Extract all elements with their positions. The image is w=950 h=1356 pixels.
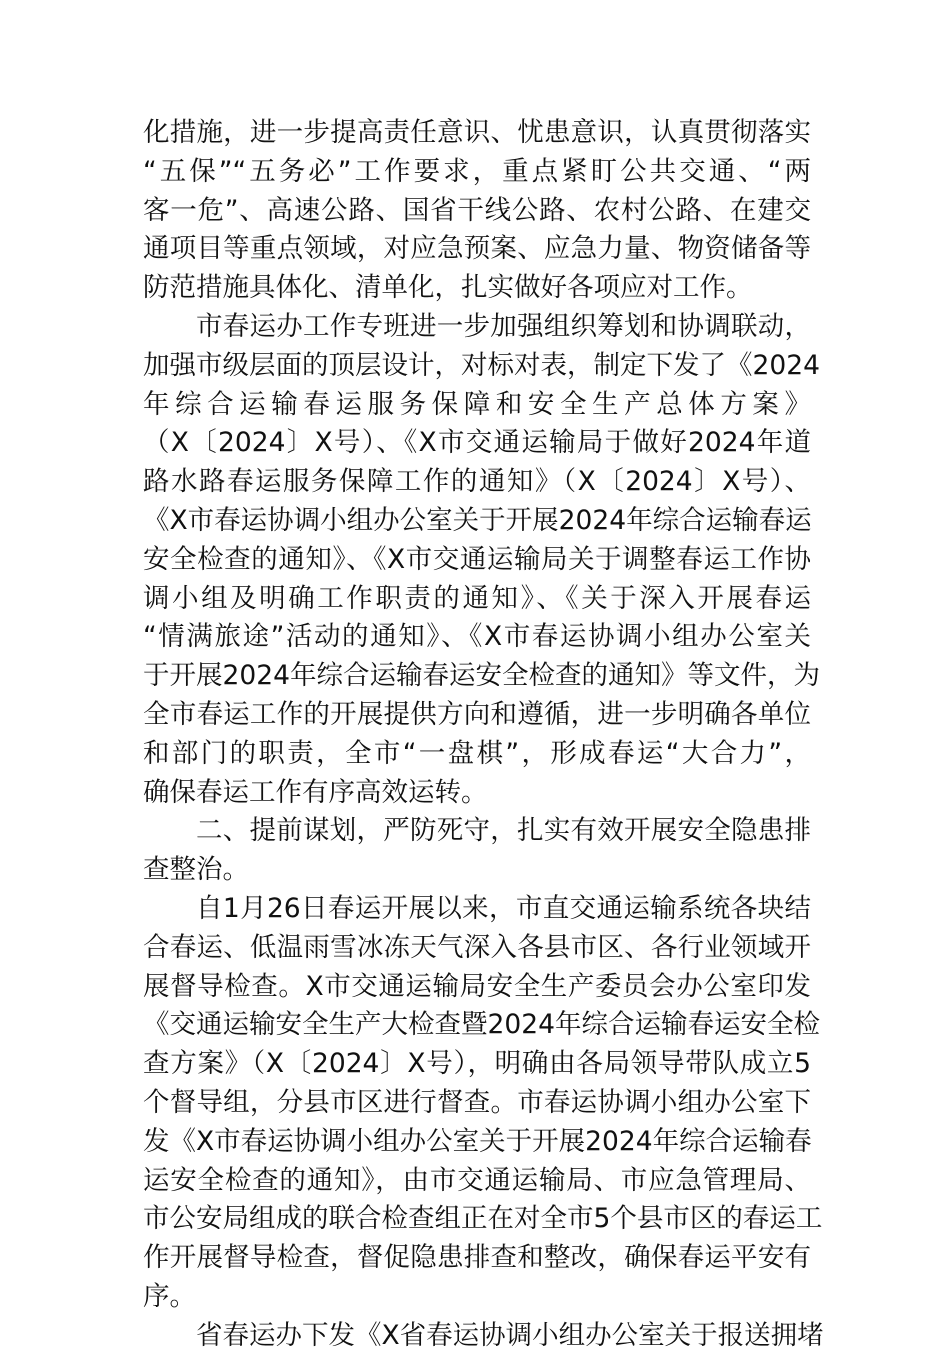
section-heading-line: 查整治。 bbox=[143, 854, 249, 886]
text-line: “情满旅途”活动的通知》、《X市春运协调小组办公室关 bbox=[143, 621, 811, 653]
text-line: 于开展2024年综合运输春运安全检查的通知》等文件，为 bbox=[143, 660, 820, 692]
text-line: 合春运、低温雨雪冰冻天气深入各县市区、各行业领域开 bbox=[143, 931, 811, 963]
paragraph-start-line: 省春运办下发《X省春运协调小组办公室关于报送拥堵 bbox=[196, 1319, 824, 1351]
text-line: 《X市春运协调小组办公室关于开展2024年综合运输春运 bbox=[143, 504, 812, 536]
text-line: “五保”“五务必”工作要求，重点紧盯公共交通、“两 bbox=[143, 155, 811, 187]
section-heading-line: 二、提前谋划，严防死守，扎实有效开展安全隐患排 bbox=[196, 815, 811, 847]
text-line: 序。 bbox=[143, 1280, 196, 1312]
text-line: 年综合运输春运服务保障和安全生产总体方案》 bbox=[143, 388, 811, 420]
text-line: （X〔2024〕X号）、《X市交通运输局于做好2024年道 bbox=[143, 427, 811, 459]
text-line: 调小组及明确工作职责的通知》、《关于深入开展春运 bbox=[143, 582, 811, 614]
text-line: 展督导检查。X市交通运输局安全生产委员会办公室印发 bbox=[143, 970, 811, 1002]
text-line: 市公安局组成的联合检查组正在对全市5个县市区的春运工 bbox=[143, 1203, 823, 1235]
text-line: 防范措施具体化、清单化，扎实做好各项应对工作。 bbox=[143, 272, 753, 304]
text-line: 作开展督导检查，督促隐患排查和整改，确保春运平安有 bbox=[143, 1242, 811, 1274]
text-line: 加强市级层面的顶层设计，对标对表，制定下发了《2024 bbox=[143, 349, 820, 381]
text-line: 客一危”、高速公路、国省干线公路、农村公路、在建交 bbox=[143, 194, 811, 226]
text-line: 《交通运输安全生产大检查暨2024年综合运输春运安全检 bbox=[143, 1009, 820, 1041]
text-line: 通项目等重点领域，对应急预案、应急力量、物资储备等 bbox=[143, 233, 811, 265]
text-line: 发《X市春运协调小组办公室关于开展2024年综合运输春 bbox=[143, 1125, 812, 1157]
text-line: 路水路春运服务保障工作的通知》（X〔2024〕X号）、 bbox=[143, 466, 811, 498]
text-line: 安全检查的通知》、《X市交通运输局关于调整春运工作协 bbox=[143, 543, 811, 575]
text-line: 和部门的职责，全市“一盘棋”，形成春运“大合力”， bbox=[143, 737, 811, 769]
text-line: 查方案》（X〔2024〕X号），明确由各局领导带队成立5 bbox=[143, 1048, 811, 1080]
text-line: 化措施，进一步提高责任意识、忧患意识，认真贯彻落实 bbox=[143, 117, 811, 148]
paragraph-start-line: 自1月26日春运开展以来，市直交通运输系统各块结 bbox=[196, 892, 811, 924]
document-body bbox=[143, 114, 824, 1356]
text-line: 确保春运工作有序高效运转。 bbox=[143, 776, 488, 808]
text-line: 个督导组，分县市区进行督查。市春运协调小组办公室下 bbox=[143, 1086, 811, 1118]
text-line: 全市春运工作的开展提供方向和遵循，进一步明确各单位 bbox=[143, 698, 811, 730]
text-line: 运安全检查的通知》，由市交通运输局、市应急管理局、 bbox=[143, 1164, 811, 1196]
paragraph-start-line: 市春运办工作专班进一步加强组织筹划和协调联动， bbox=[196, 310, 811, 342]
